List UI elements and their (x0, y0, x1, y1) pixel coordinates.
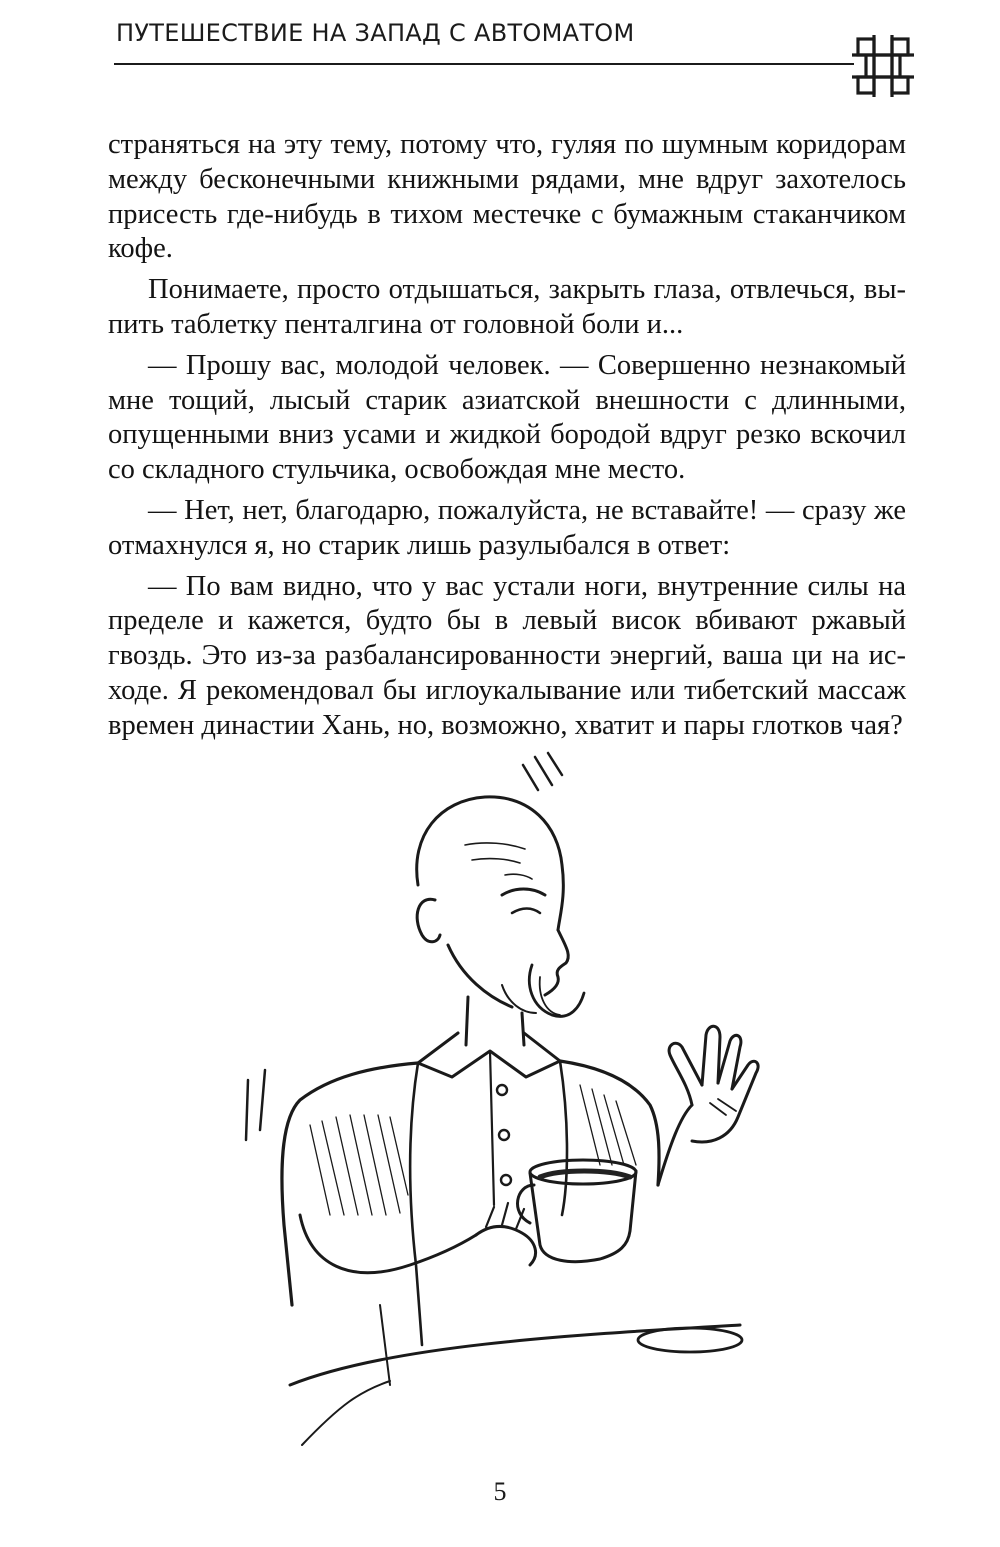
page-number: 5 (493, 1477, 507, 1506)
endless-knot-ornament-icon (852, 35, 914, 97)
body-text (108, 128, 906, 750)
paragraph: — По вам видно, что у вас устали ноги, внутренние силы на пределе и кажется, будто бы в левый висок вбивают ржавый гвоздь. Это из-за разбалансированности энергий, ваша ци на исходе. Я рекомендовал бы иглоукалывание или тибетский массаж времен династии Хань, но, возможно, хватит и пары глотков чая? (108, 570, 906, 741)
old-man-with-teacup-illustration (240, 745, 780, 1465)
running-title: ПУТЕШЕСТВИЕ НА ЗАПАД С АВТОМАТОМ (116, 19, 635, 47)
paragraph: — Нет, нет, благодарю, пожалуйста, не вставайте! — сразу же отмахнулся я, но старик лишь разулыбался в ответ: (108, 494, 906, 561)
paragraph: страняться на эту тему, потому что, гуляя по шумным коридорам между бесконечными книжными рядами, мне вдруг захотелось присесть где-нибудь в тихом местечке с бумажным стаканчиком кофе. (108, 129, 906, 265)
paragraph: — Прошу вас, молодой человек. — Совершенно незнакомый мне тощий, лысый старик азиатской внешности с длинными, опущенными вниз усами и жидкой бородой вдруг резко вскочил со складного стульчика, освобождая мне место. (108, 349, 906, 486)
paragraph: Понимаете, просто отдышаться, закрыть глаза, отвлечься, выпить таблетку пенталгина от головной боли и... (108, 274, 906, 340)
header-rule (114, 63, 854, 65)
